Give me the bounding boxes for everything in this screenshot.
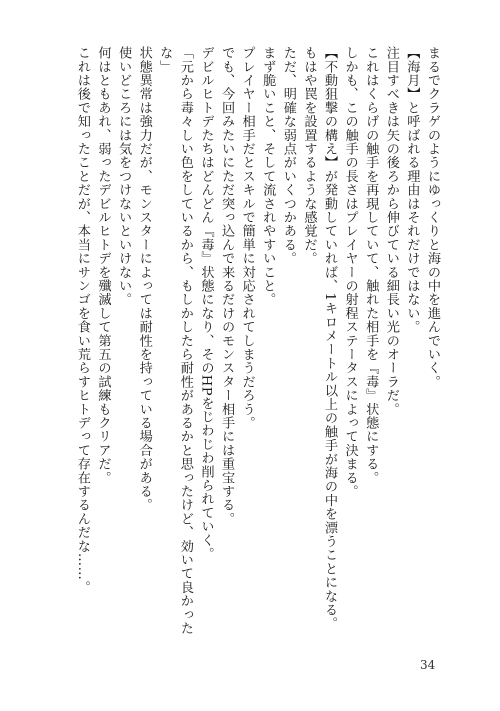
text-line: まるでクラゲのようにゆっくりと海の中を進んでいく。	[425, 46, 440, 389]
text-line: 使いどころには気をつけないといけない。	[116, 46, 132, 307]
text-line: 【不動狙撃の構え】が発動していれば、1キロメートル以上の触手が海の中を漂うことになる。	[322, 46, 338, 631]
text-line: まず脆いこと、そして流されやすいこと。	[260, 46, 276, 307]
text-line: もはや罠を設置するような感覚だ。	[301, 46, 317, 266]
text-line: これはくらげの触手を再現していて、触れた相手を『毒』状態にする。	[363, 46, 379, 485]
vertical-text-body	[71, 46, 442, 648]
text-line: 何はともあれ、弱ったデビルヒトデを殲滅して第五の試練もクリアだ。	[95, 46, 111, 485]
text-line: これは後で知ったことだが、本当にサンゴを食い荒らすヒトデって存在するんだな……。	[74, 46, 90, 594]
text-line: でも、今回みたいにただ突っ込んで来るだけのモンスター相手には重宝する。	[219, 46, 235, 526]
text-line: な」	[157, 46, 173, 74]
page-number: 34	[420, 658, 436, 672]
text-line: 【海月】と呼ばれる理由はそれだけではない。	[404, 46, 420, 334]
text-line: 注目すべきは矢の後ろから伸びている細長い光のオーラだ。	[383, 46, 399, 416]
text-line: 「元から毒々しい色をしているから、もしかしたら耐性があるかと思ったけど、効いて良かった	[177, 46, 193, 636]
text-line: 状態異常は強力だが、モンスターによっては耐性を持っている場合がある。	[136, 46, 152, 512]
text-line: しかも、この触手の長さはプレイヤーの射程ステータスによって決まる。	[342, 46, 358, 499]
text-line: ただ、明確な弱点がいくつかある。	[280, 46, 296, 266]
text-line: プレイヤー相手だとスキルで簡単に対応されてしまうだろう。	[239, 46, 255, 430]
text-line: デビルヒトデたちはどんどん『毒』状態になり、そのHPをじわじわ削られていく。	[198, 46, 214, 561]
